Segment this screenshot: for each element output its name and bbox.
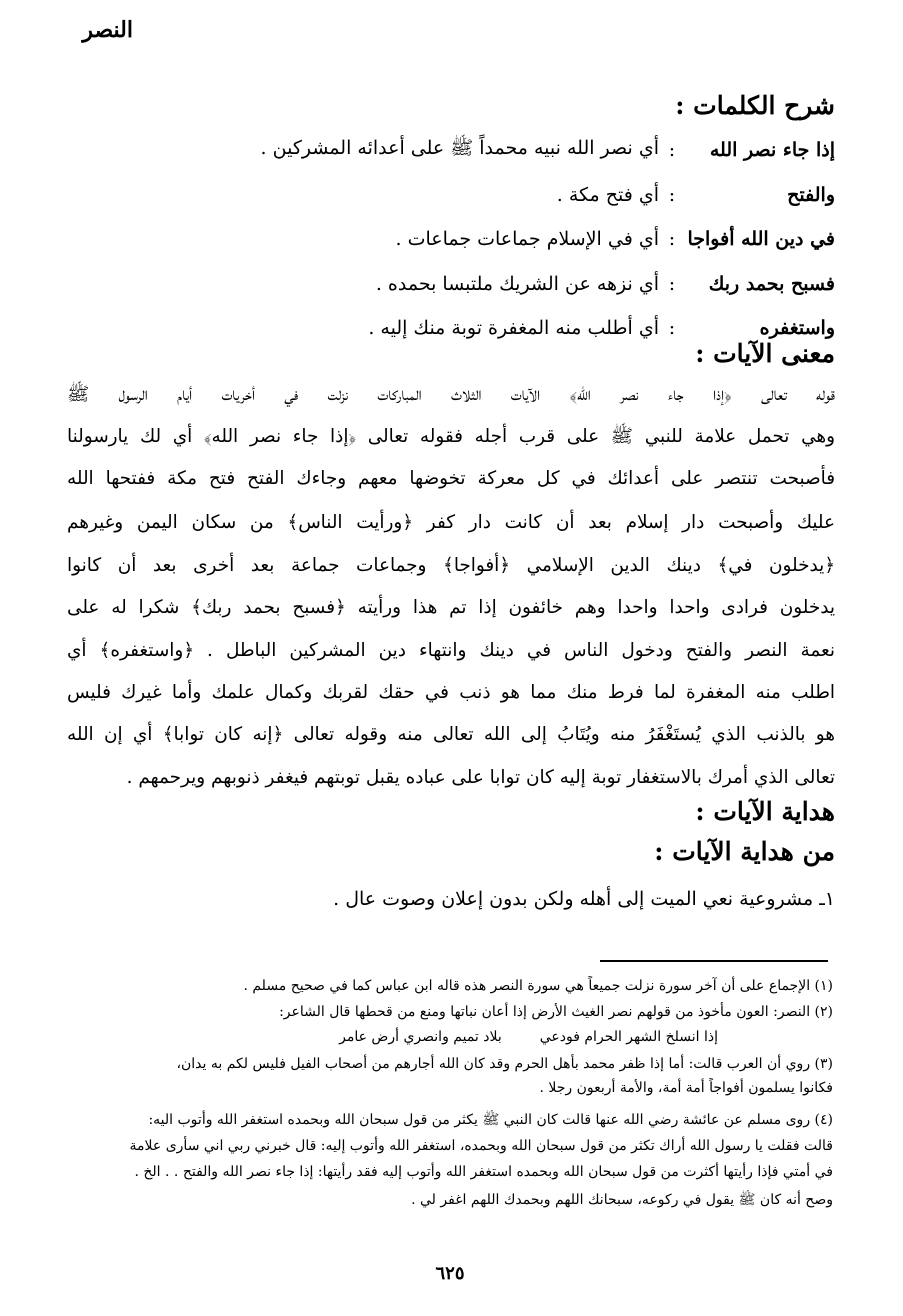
meaning-line: فأصبحت تنتصر على أعدائك في كل معركة تخوضها معهم وجاءك الفتح فتح مكة ففتحها الله	[67, 468, 835, 489]
footnote-line: (٤) روى مسلم عن عائشة رضي الله عنها قالت كان النبي ﷺ يكثر من قول سبحان الله وبحمده استغفر الله وأتوب اليه:	[148, 1112, 833, 1128]
meaning-line: اطلب منه المغفرة لما فرط منك مما هو ذنب في حقك لقربك وكمال علمك وأما غيرك فليس	[67, 682, 835, 703]
meaning-line: تعالى الذي أمرك بالاستغفار توبة إليه كان توابا على عباده يقبل توبتهم فيغفر ذنوبهم ويرحمهم .	[126, 767, 835, 788]
glossary-item	[75, 262, 835, 307]
glossary-term: واستغفره	[759, 317, 835, 340]
glossary-term: في دين الله أفواجا	[687, 228, 835, 251]
glossary-list	[75, 128, 835, 351]
footnote-line: في أمتي فإذا رأيتها أكثرت من قول سبحان الله وبحمده استغفر الله وأتوب إليه فقد رأيتها: إذا جاء نصر الله والفتح . . الخ .	[134, 1164, 833, 1180]
guidance-subheading: من هداية الآيات :	[654, 837, 835, 866]
meaning-line: عليك وأصبحت دار إسلام بعد أن كانت دار كفر ﴿ورأيت الناس﴾ من سكان اليمن وغيرهم	[67, 512, 835, 533]
footnote-line: (٢) النصر: العون مأخوذ من قولهم نصر الغيث الأرض إذا أعان نباتها ومنع من قحطها قال الشاعر:	[279, 1004, 833, 1020]
glossary-item	[75, 173, 835, 218]
glossary-definition: أي أطلب منه المغفرة توبة منك إليه .	[368, 317, 659, 340]
footnote-line: فكانوا يسلمون أفواجاً أمة أمة، والأمة أربعون رجلا .	[539, 1080, 833, 1096]
glossary-heading: شرح الكلمات :	[675, 91, 835, 120]
meaning-line: وهي تحمل علامة للنبي ﷺ على قرب أجله فقوله تعالى ﴿إذا جاء نصر الله﴾ أي لك يارسولنا	[67, 426, 835, 447]
glossary-term: إذا جاء نصر الله	[709, 139, 835, 162]
verse-first-hemistich: إذا انسلخ الشهر الحرام فودعي	[539, 1029, 718, 1045]
footnote-line: قالت فقلت يا رسول الله أراك تكثر من قول سبحان الله وبحمده، استغفر الله وأتوب إليه: قال خبرني ربي اني سأرى علامة	[129, 1138, 833, 1154]
glossary-colon: :	[668, 139, 676, 162]
glossary-term: والفتح	[787, 183, 835, 206]
page-number: ٦٢٥	[435, 1263, 465, 1284]
footnote-rule	[600, 960, 828, 962]
glossary-term: فسبح بحمد ربك	[708, 272, 835, 295]
meaning-line: يدخلون فرادى واحدا واحدا وهم خائفون إذا تم هذا ورأيته ﴿فسبح بحمد ربك﴾ شكرا له على	[67, 597, 835, 618]
meaning-line: هو بالذنب الذي يُستَغْفَرُ منه ويُتَابُ إلى الله تعالى منه وقوله تعالى ﴿إنه كان توابا﴾ أي إن الله	[67, 724, 835, 745]
footnote-line: (٣) روي أن العرب قالت: أما إذا ظفر محمد بأهل الحرم وقد كان الله أجارهم من أصحاب الفيل فليس لكم به يدان،	[176, 1056, 833, 1072]
glossary-item	[75, 128, 835, 173]
glossary-definition: أي نزهه عن الشريك ملتبسا بحمده .	[375, 272, 659, 295]
meaning-line: نعمة النصر والفتح ودخول الناس في دينك وانتهاء دين المشركين الباطل . ﴿واستغفره﴾ أي	[67, 640, 835, 661]
glossary-definition: أي في الإسلام جماعات جماعات .	[395, 228, 659, 251]
glossary-colon: :	[668, 272, 676, 295]
footnote-verse	[301, 1027, 718, 1047]
verse-second-hemistich: بلاد تميم وانصري أرض عامر	[339, 1029, 502, 1045]
glossary-definition: أي فتح مكة .	[556, 183, 659, 206]
glossary-colon: :	[668, 183, 676, 206]
meaning-line: ﴿يدخلون في﴾ دينك الدين الإسلامي ﴿أفواجا﴾ وجماعات جماعة بعد أخرى بعد أن كانوا	[67, 555, 835, 576]
footnote-line: (١) الإجماع على أن آخر سورة نزلت جميعاً هي سورة النصر هذه قاله ابن عباس كما في صحيح مسلم .	[243, 978, 833, 994]
footnote-line: وصح أنه كان ﷺ يقول في ركوعه، سبحانك اللهم وبحمدك اللهم اغفر لي .	[411, 1192, 833, 1208]
running-head: النصر	[82, 17, 133, 43]
meaning-heading: معنى الآيات :	[695, 339, 835, 368]
glossary-item	[75, 217, 835, 262]
glossary-colon: :	[668, 317, 676, 340]
guidance-heading: هداية الآيات :	[695, 797, 835, 826]
glossary-definition: أي نصر الله نبيه محمداً ﷺ على أعدائه المشركين .	[260, 137, 659, 160]
glossary-colon: :	[668, 228, 676, 251]
meaning-line: قوله تعالى ﴿إذا جاء نصر الله﴾ الآيات الثلاث المباركات نزلت في أخريات أيام الرسول ﷺ	[67, 384, 835, 405]
guidance-point: ١ـ مشروعية نعي الميت إلى أهله ولكن بدون إعلان وصوت عال .	[333, 888, 835, 910]
